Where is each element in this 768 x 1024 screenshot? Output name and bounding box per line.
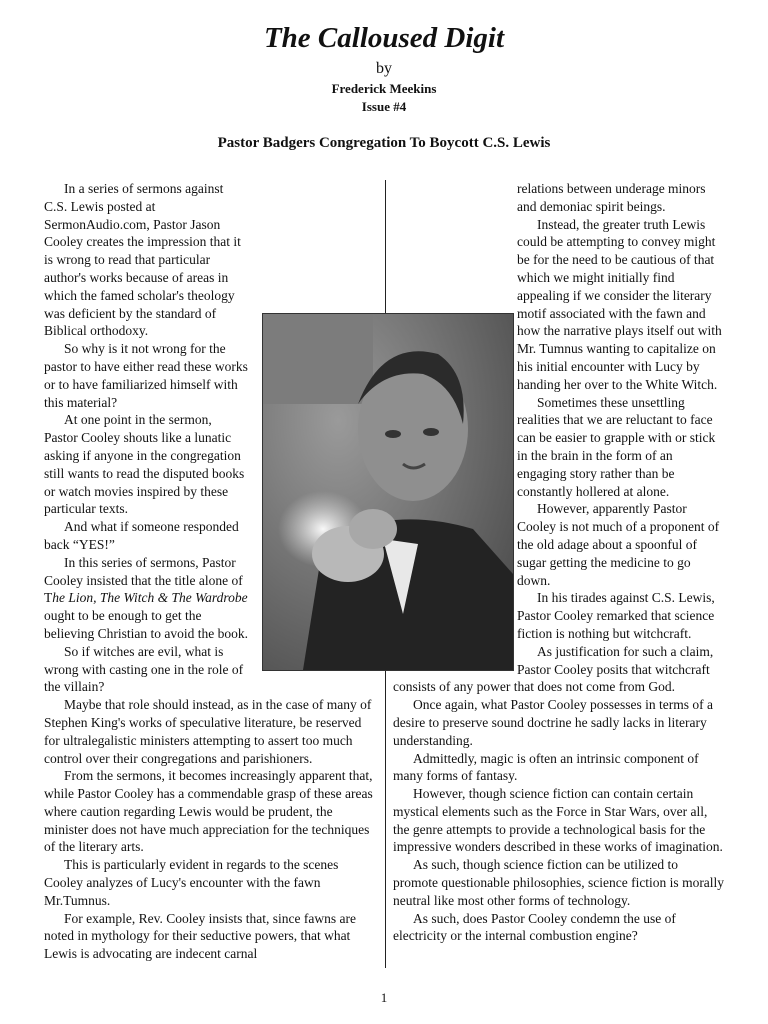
paragraph: Instead, the greater truth Lewis could be attempting to convey might be for the need to be cautious of that which we might initially find appealing if we consider the literary motif associated with the fawn and how the narrative plays itself out with Mr. Tumnus wanting to capitalize on his initial encounter with Lucy by handing her over to the White Witch. [517,216,722,392]
paragraph: As justification for such a claim, Pastor Cooley posits that witchcraft consists of any power that does not come from God. [393,643,714,695]
paragraph: Admittedly, magic is often an intrinsic component of many forms of fantasy. [393,750,699,784]
paragraph: From the sermons, it becomes increasingly apparent that, while Pastor Cooley has a commendable grasp of these areas where caution regarding Lewis would be prudent, the minister does not have much appreciation for the techniques of the literary arts. [44,768,373,855]
author-portrait-photo [262,313,514,671]
paragraph: And what if someone responded back “YES!” [44,519,239,552]
book-title: he Lion, The Witch & The Wardrobe [52,590,248,606]
paragraph: For example, Rev. Cooley insists that, since fawns are noted in mythology for their seductive powers, that what Lewis is advocating are indecent carnal [44,910,356,962]
paragraph: In his tirades against C.S. Lewis, Pastor Cooley remarked that science fiction is nothing but witchcraft. [517,590,715,641]
newsletter-title: The Calloused Digit [263,22,505,54]
paragraph: This is particularly evident in regards to the scenes Cooley analyzes of Lucy's encounter with the fawn Mr.Tumnus. [44,857,339,908]
paragraph-text: In this series of sermons, Pastor Cooley insisted that the title alone of T [44,554,243,606]
paragraph: relations between underage minors and demoniac spirit beings. [517,181,706,214]
issue-number: Issue #4 [361,99,407,114]
author-name: Frederick Meekins [331,81,437,96]
paragraph: As such, does Pastor Cooley condemn the use of electricity or the internal combustion engine? [393,910,676,944]
paragraph: So if witches are evil, what is wrong with casting one in the role of the villain? [44,643,244,695]
paragraph: Maybe that role should instead, as in the case of many of Stephen King's works of speculative literature, be reserved for ultralegalistic ministers attempting to assert too much control over their congregations and parishioners. [44,697,372,766]
paragraph: As such, though science fiction can be utilized to promote questionable philosophies, science fiction is morally neutral like most other forms of technology. [393,857,725,908]
paragraph: At one point in the sermon, Pastor Cooley shouts like a lunatic asking if anyone in the congregation still wants to read the disputed books or watch movies inspired by these particular texts. [44,412,245,517]
paragraph: So why is it not wrong for the pastor to have either read these works or to have familiarized himself with this material? [44,341,248,410]
paragraph-text: ought to be enough to get the believing Christian to avoid the book. [44,608,248,641]
article-headline: Pastor Badgers Congregation To Boycott C.S. Lewis [217,135,551,151]
paragraph: However, apparently Pastor Cooley is not much of a proponent of the old adage about a spoonful of sugar getting the medicine to go down. [517,501,720,588]
page-number: 1 [380,990,388,1005]
paragraph: Once again, what Pastor Cooley possesses in terms of a desire to preserve sound doctrine he sadly lacks in literary understanding. [393,697,713,748]
paragraph: However, though science fiction can contain certain mystical elements such as the Force in Star Wars, over all, the genre attempts to provide a technological basis for the impressive wonders described in these works of imagination. [393,786,723,855]
byline-by: by [376,60,392,77]
paragraph: Sometimes these unsettling realities that we are reluctant to face can be easier to grapple with or stick in the brain in the form of an engaging story rather than be constantly hollered at alone. [517,394,716,499]
paragraph: In a series of sermons against C.S. Lewis posted at SermonAudio.com, Pastor Jason Cooley creates the impression that it is wrong to read that particular author's works because of areas in which the famed scholar's theology was deficient by the standard of Biblical orthodoxy. [44,181,241,339]
